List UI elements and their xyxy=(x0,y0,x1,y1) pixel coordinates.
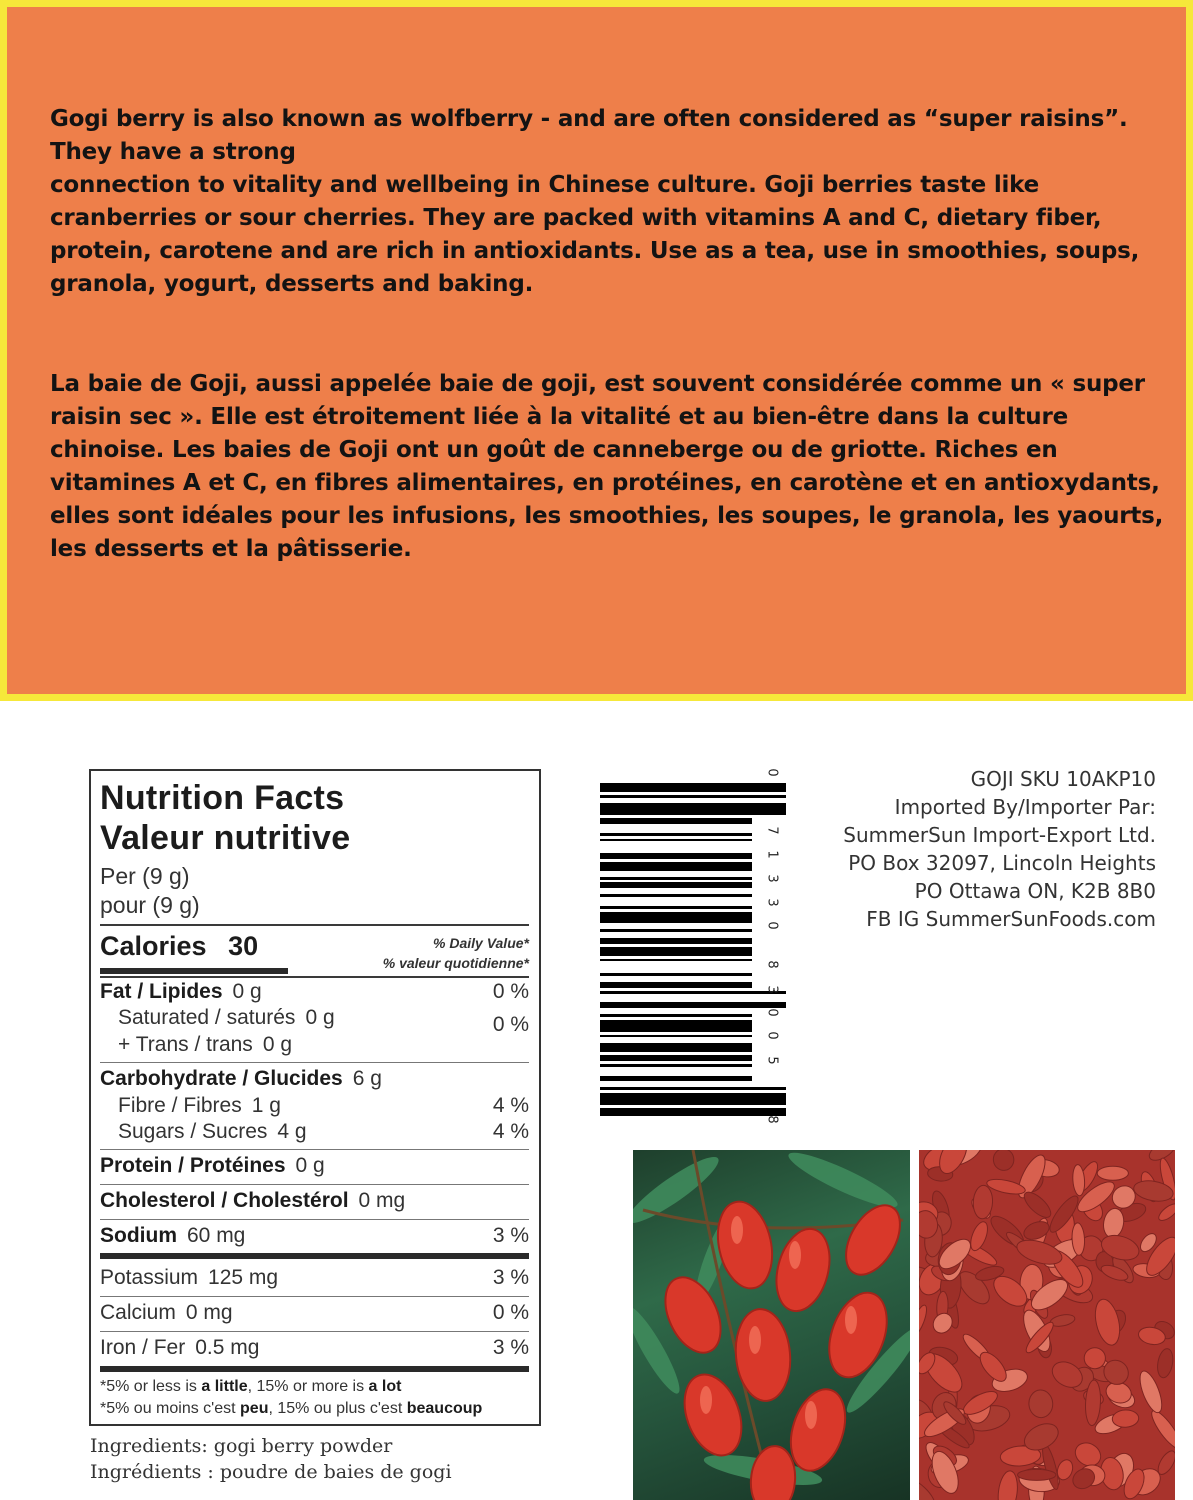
description-line: They have a strong xyxy=(50,139,296,165)
footnote-text: , 15% ou plus c'est xyxy=(268,1400,407,1417)
dried-berry xyxy=(1091,1297,1123,1348)
barcode-bar xyxy=(600,912,752,924)
barcode-bar xyxy=(600,877,752,880)
barcode-bar xyxy=(600,1002,786,1008)
barcode-digit: 5 xyxy=(764,1056,780,1065)
dried-berry xyxy=(1097,1166,1128,1180)
fresh-goji-berries-photo xyxy=(633,1150,910,1500)
dried-berry xyxy=(967,1220,991,1253)
barcode-digit: 3 xyxy=(764,898,780,907)
barcode-bar xyxy=(600,1064,752,1067)
nutrition-title-fr: Valeur nutritive xyxy=(100,819,351,857)
barcode-digit: 8 xyxy=(764,1115,780,1124)
footnote-text: *5% or less is xyxy=(100,1378,202,1395)
dried-berry xyxy=(992,1150,1015,1172)
divider xyxy=(100,1149,529,1150)
footnote-emphasis: peu xyxy=(240,1400,269,1417)
nutrient-amount: 0 mg xyxy=(185,1301,233,1324)
description-line: les desserts et la pâtisserie. xyxy=(50,536,412,562)
nutrient-label: Saturated / saturés xyxy=(118,1006,296,1029)
ingredients-fr: Ingrédients : poudre de baies de gogi xyxy=(90,1461,452,1483)
divider xyxy=(100,924,529,926)
divider xyxy=(100,1296,529,1297)
nutrient-label: Potassium xyxy=(100,1266,199,1289)
barcode-bar xyxy=(600,1043,752,1052)
barcode-bar xyxy=(600,853,752,859)
dried-berry xyxy=(1072,1164,1086,1196)
dried-berry xyxy=(1020,1188,1054,1221)
nutrient-label: Fat / Lipides xyxy=(100,980,223,1003)
nutrient-row-saturated xyxy=(118,1006,335,1030)
nutrient-row-fat xyxy=(100,980,262,1004)
footnote-en xyxy=(100,1376,482,1398)
barcode-bar xyxy=(600,947,752,956)
divider xyxy=(100,1331,529,1332)
social-line: FB IG SummerSunFoods.com xyxy=(866,907,1156,931)
barcode-bar xyxy=(600,1076,752,1082)
barcode-digit: 0 xyxy=(764,768,780,777)
daily-value-header xyxy=(383,933,529,973)
fresh-goji-illustration xyxy=(633,1150,910,1500)
serving-size-en: Per (9 g) xyxy=(100,863,190,889)
barcode-bar xyxy=(600,959,752,962)
nutrient-label: Iron / Fer xyxy=(100,1336,186,1359)
nutrient-percent: 4 % xyxy=(492,1094,529,1117)
nutrient-row-cholesterol xyxy=(100,1189,405,1213)
address-line: PO Ottawa ON, K2B 8B0 xyxy=(914,879,1156,903)
barcode-bar xyxy=(600,882,752,888)
description-line: cranberries or sour cherries. They are packed with vitamins A and C, dietary fiber, xyxy=(50,205,1102,231)
barcode-bar xyxy=(600,894,752,897)
description-line: Gogi berry is also known as wolfberry - and are often considered as “super raisins”. xyxy=(50,106,1128,132)
dried-berry xyxy=(1155,1347,1174,1378)
dried-berry xyxy=(1028,1389,1054,1418)
footnote-text: , 15% or more is xyxy=(247,1378,369,1395)
divider-thick xyxy=(100,1253,529,1259)
barcode-bar xyxy=(600,1087,786,1090)
nutrient-amount: 125 mg xyxy=(208,1266,279,1289)
nutrient-amount: 60 mg xyxy=(187,1224,246,1247)
footnote-emphasis: a little xyxy=(201,1378,248,1395)
barcode-bar xyxy=(600,839,752,842)
barcode-digit: 3 xyxy=(764,985,780,994)
calories-value: 30 xyxy=(228,931,259,961)
barcode-bar xyxy=(600,795,786,798)
nutrient-percent: 4 % xyxy=(492,1120,529,1143)
nutrient-label: Calcium xyxy=(100,1301,176,1324)
calories-label: Calories xyxy=(100,931,207,961)
nutrient-row-sugars xyxy=(118,1120,307,1144)
divider xyxy=(100,1062,529,1063)
nutrient-percent: 3 % xyxy=(492,1336,529,1359)
footnote-emphasis: beaucoup xyxy=(406,1400,483,1417)
daily-value-fr: % valeur quotidienne* xyxy=(382,955,529,971)
footnote-text: *5% ou moins c'est xyxy=(100,1400,241,1417)
nutrient-amount: 0 g xyxy=(232,980,262,1003)
description-line: connection to vitality and wellbeing in Chinese culture. Goji berries taste like xyxy=(50,172,1040,198)
importer-line: Imported By/Importer Par: xyxy=(894,795,1156,819)
barcode-digit: 1 xyxy=(764,850,780,859)
divider xyxy=(100,1184,529,1185)
barcode-bar xyxy=(600,1020,752,1032)
ingredients-en: Ingredients: gogi berry powder xyxy=(90,1435,393,1457)
barcode-bar xyxy=(600,818,752,824)
divider xyxy=(100,976,529,978)
barcode-bar xyxy=(600,938,752,944)
nutrient-amount: 0 mg xyxy=(358,1189,406,1212)
calories-row xyxy=(100,931,258,962)
nutrient-amount: 0.5 mg xyxy=(195,1336,260,1359)
description-line: elles sont idéales pour les infusions, les smoothies, les soupes, le granola, les yaourts, xyxy=(50,503,1164,529)
barcode-digit: 0 xyxy=(764,921,780,930)
barcode-digit: 8 xyxy=(764,960,780,969)
company-name: SummerSun Import-Export Ltd. xyxy=(843,823,1156,847)
dried-berry xyxy=(996,1470,1020,1500)
description-panel xyxy=(0,0,1193,701)
barcode-bar xyxy=(600,1055,752,1061)
barcode-bar xyxy=(600,833,752,836)
nutrient-label: Sugars / Sucres xyxy=(118,1120,268,1143)
barcode-bar xyxy=(600,906,752,909)
calories-underline xyxy=(100,968,288,974)
barcode-bar xyxy=(600,803,786,815)
barcode xyxy=(598,763,788,1135)
description-line: protein, carotene and are rich in antioxidants. Use as a tea, use in smoothies, soups, xyxy=(50,238,1140,264)
nutrient-amount: 0 g xyxy=(305,1006,335,1029)
nutrient-percent: 0 % xyxy=(492,1013,529,1036)
dried-berry xyxy=(1084,1347,1106,1369)
dried-berry xyxy=(1018,1469,1056,1480)
nutrient-row-trans xyxy=(118,1033,292,1057)
barcode-bar xyxy=(600,1108,786,1117)
barcode-digit: 7 xyxy=(764,826,780,835)
footnote-emphasis: a lot xyxy=(368,1378,402,1395)
nutrition-title-en: Nutrition Facts xyxy=(100,779,345,817)
nutrient-amount: 1 g xyxy=(251,1094,281,1117)
description-line: La baie de Goji, aussi appelée baie de goji, est souvent considérée comme un « super xyxy=(50,371,1145,397)
divider xyxy=(100,1219,529,1220)
daily-value-footnote xyxy=(100,1376,482,1420)
description-french xyxy=(50,368,1164,566)
ingredients xyxy=(90,1433,452,1485)
description-line: chinoise. Les baies de Goji ont un goût de canneberge ou de griotte. Riches en xyxy=(50,437,1058,463)
description-english xyxy=(50,103,1160,301)
nutrient-amount: 0 g xyxy=(262,1033,293,1056)
description-line: granola, yogurt, desserts and baking. xyxy=(50,271,534,297)
nutrient-label: Fibre / Fibres xyxy=(118,1094,242,1117)
nutrition-facts-table xyxy=(89,769,541,1426)
nutrient-percent: 0 % xyxy=(492,980,529,1003)
nutrient-row-fibre xyxy=(118,1094,281,1118)
nutrient-amount: 6 g xyxy=(352,1067,382,1090)
nutrient-label: Protein / Protéines xyxy=(100,1154,286,1177)
nutrient-row-iron xyxy=(100,1336,259,1360)
address-line: PO Box 32097, Lincoln Heights xyxy=(848,851,1156,875)
dried-berry xyxy=(1156,1201,1175,1223)
dried-berry xyxy=(919,1303,930,1337)
nutrient-row-protein xyxy=(100,1154,325,1178)
nutrient-amount: 0 g xyxy=(295,1154,325,1177)
nutrient-percent: 3 % xyxy=(492,1224,529,1247)
barcode-bar xyxy=(600,982,752,988)
nutrient-label: Carbohydrate / Glucides xyxy=(100,1067,343,1090)
dried-berry xyxy=(1112,1409,1139,1428)
barcode-digit: 0 xyxy=(764,1031,780,1040)
nutrient-row-sodium xyxy=(100,1224,245,1248)
nutrient-percent: 0 % xyxy=(492,1301,529,1324)
barcode-bar xyxy=(600,783,786,792)
sku-line: GOJI SKU 10AKP10 xyxy=(970,767,1156,791)
barcode-bar xyxy=(600,862,752,871)
footnote-fr xyxy=(100,1398,482,1420)
barcode-bar xyxy=(600,973,752,976)
description-line: vitamines A et C, en fibres alimentaires, en protéines, en carotène et en antioxydants, xyxy=(50,470,1160,496)
barcode-digit: 0 xyxy=(764,1008,780,1017)
nutrient-label: Sodium xyxy=(100,1224,177,1247)
nutrient-label: + Trans / trans xyxy=(118,1033,253,1056)
barcode-bar xyxy=(600,1014,752,1017)
nutrient-amount: 4 g xyxy=(277,1120,307,1143)
description-line: raisin sec ». Elle est étroitement liée à la vitalité et au bien-être dans la culture xyxy=(50,404,1069,430)
barcode-bar xyxy=(600,929,752,932)
nutrient-label: Cholesterol / Cholestérol xyxy=(100,1189,349,1212)
dried-goji-illustration xyxy=(919,1150,1175,1500)
serving-size-fr: pour (9 g) xyxy=(100,892,200,918)
barcode-digit: 3 xyxy=(764,874,780,883)
nutrient-percent: 3 % xyxy=(492,1266,529,1289)
barcode-bar xyxy=(600,1093,786,1105)
dried-berry xyxy=(1147,1407,1175,1452)
dried-goji-berries-photo xyxy=(919,1150,1175,1500)
daily-value-en: % Daily Value* xyxy=(433,935,529,951)
barcode-bar xyxy=(600,1035,752,1038)
nutrient-row-potassium xyxy=(100,1266,278,1290)
nutrient-row-carbohydrate xyxy=(100,1067,382,1091)
importer-info xyxy=(843,765,1156,933)
nutrient-row-calcium xyxy=(100,1301,233,1325)
divider-thick xyxy=(100,1366,529,1372)
barcode-bar xyxy=(600,991,786,994)
